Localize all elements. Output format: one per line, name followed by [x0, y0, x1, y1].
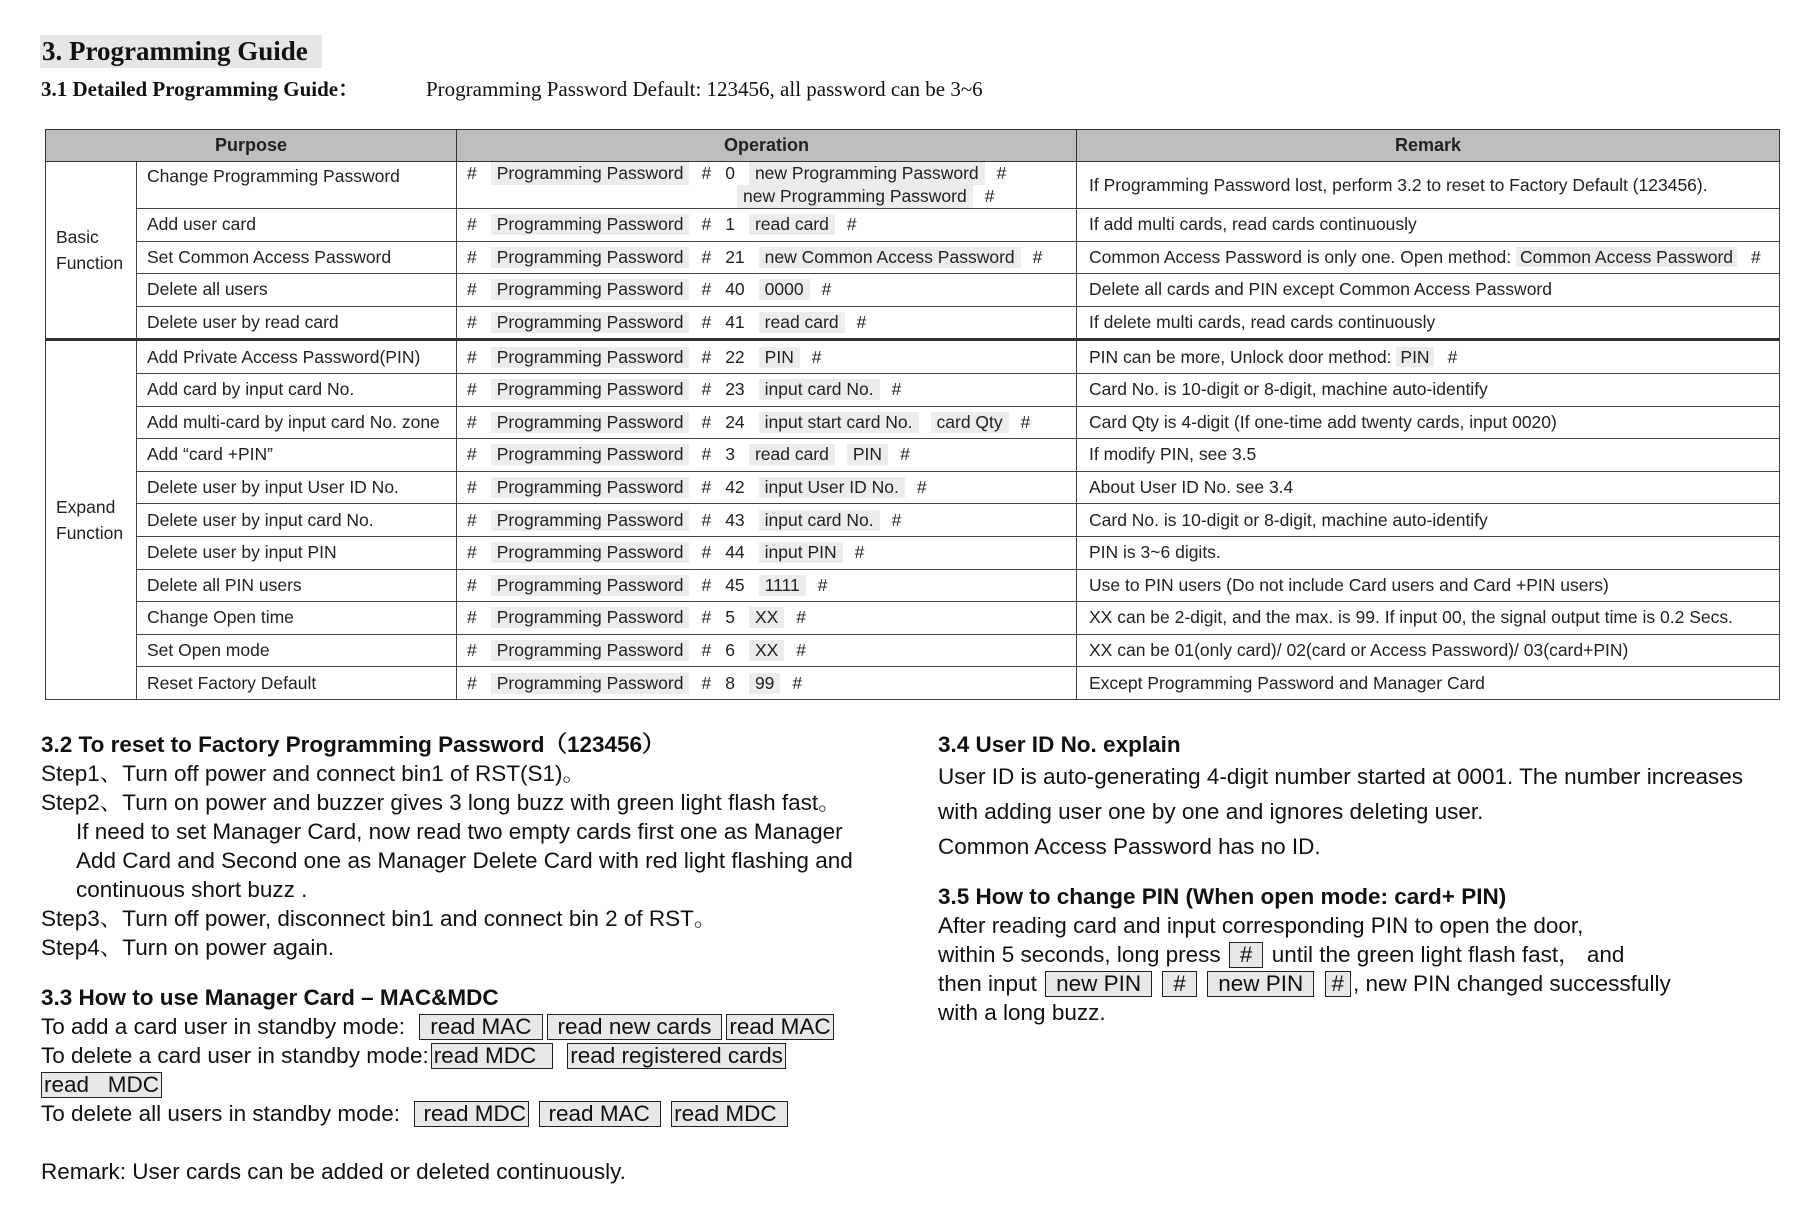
operation-token: 0000 [759, 279, 810, 300]
remark-cell [1077, 241, 1780, 274]
operation-token: 0 [725, 163, 735, 183]
table-row [46, 209, 1780, 242]
hash-key: # [854, 542, 865, 563]
hash-key: # [701, 312, 712, 333]
hash-key: # [796, 607, 807, 628]
add-user-label: To add a card user in standby mode: [41, 1014, 405, 1039]
remark-text: XX can be 01(only card)/ 02(card or Access Password)/ 03(card+PIN) [1089, 640, 1629, 661]
key-new-pin: new PIN [1045, 971, 1152, 997]
key-read-mdc-4: read MDC [671, 1101, 788, 1127]
table-row [46, 406, 1780, 439]
operation-token: new Common Access Password [759, 247, 1021, 268]
operation-token: Programming Password [491, 575, 690, 596]
hash-key: # [467, 444, 477, 465]
table-row [46, 602, 1780, 635]
hash-key: # [467, 542, 477, 563]
operation-line-2 [737, 185, 1066, 208]
hash-key: # [1020, 411, 1031, 432]
key-hash-2: # [1162, 971, 1197, 997]
hash-key: # [467, 279, 477, 300]
password-note: Programming Password Default: 123456, all password can be 3~6 [426, 77, 983, 101]
operation-cell [457, 274, 1077, 307]
delete-all-label: To delete all users in standby mode: [41, 1101, 400, 1126]
remark-cell [1077, 602, 1780, 635]
operation-token: 1 [725, 214, 735, 235]
hash-key: # [796, 640, 807, 661]
section-3-4 [938, 730, 1743, 864]
key-read-mdc-2: read MDC [41, 1072, 162, 1098]
table-row [46, 306, 1780, 340]
table-row [46, 162, 1780, 209]
purpose-cell: Add multi-card by input card No. zone [137, 406, 457, 439]
section-3-5 [938, 882, 1671, 1027]
operation-token: 6 [725, 640, 735, 661]
hash-key: # [891, 509, 902, 530]
hash-key: # [467, 607, 477, 628]
key-new-pin-2: new PIN [1207, 971, 1314, 997]
operation-token: 21 [725, 246, 745, 267]
key-hash: # [1229, 942, 1264, 968]
remark-text: About User ID No. see 3.4 [1089, 477, 1294, 498]
change-pin-line-1: After reading card and input corresponding PIN to open the door, [938, 913, 1584, 938]
key-read-mdc-3: read MDC [414, 1101, 529, 1127]
operation-token: Programming Password [491, 510, 690, 531]
remark-text: If add multi cards, read cards continuously [1089, 214, 1417, 235]
operation-token: read card [759, 312, 845, 333]
operation-token: 44 [725, 542, 745, 563]
remark-text: Except Programming Password and Manager Card [1089, 672, 1485, 693]
delete-all-line [41, 1099, 836, 1128]
table-row [46, 504, 1780, 537]
operation-cell [457, 406, 1077, 439]
hash-key: # [701, 411, 712, 432]
step-2-detail-2: Add Card and Second one as Manager Delete Card with red light flashing and [76, 848, 853, 873]
hash-key: # [891, 379, 902, 400]
key-read-mac-2: read MAC [726, 1014, 833, 1040]
operation-token: input start card No. [759, 412, 919, 433]
operation-token: 22 [725, 346, 745, 367]
purpose-cell: Delete user by input PIN [137, 536, 457, 569]
table-row [46, 241, 1780, 274]
hash-key: # [821, 279, 832, 300]
operation-token: input User ID No. [759, 477, 905, 498]
hash-key: # [811, 346, 822, 367]
operation-cell [457, 569, 1077, 602]
purpose-cell: Delete user by input card No. [137, 504, 457, 537]
add-user-line [41, 1012, 836, 1041]
purpose-cell: Add Private Access Password(PIN) [137, 340, 457, 374]
operation-token: input card No. [759, 510, 880, 531]
hash-key: # [817, 574, 828, 595]
operation-token: Programming Password [491, 312, 690, 333]
delete-user-line-2 [41, 1070, 836, 1099]
remark-cell [1077, 504, 1780, 537]
operation-token: 24 [725, 411, 745, 432]
operation-token: XX [749, 607, 784, 628]
hash-key: # [701, 574, 712, 595]
operation-token: 23 [725, 379, 745, 400]
remark-cell [1077, 162, 1780, 209]
hash-key: # [467, 640, 477, 661]
hash-key: # [467, 411, 477, 432]
hash-key: # [467, 346, 477, 367]
operation-cell [457, 536, 1077, 569]
remark-cell [1077, 274, 1780, 307]
operation-cell [457, 373, 1077, 406]
hash-key: # [701, 346, 712, 367]
hash-key: # [701, 477, 712, 498]
step-2: Step2、Turn on power and buzzer gives 3 long buzz with green light flash fast。 [41, 790, 841, 815]
change-pin-text-3a: then input [938, 971, 1037, 996]
change-pin-text-2b: until the green light flash fast， and [1271, 942, 1625, 967]
change-pin-line-4: with a long buzz. [938, 1000, 1106, 1025]
remark-cell [1077, 667, 1780, 700]
operation-token: Programming Password [491, 412, 690, 433]
remark-cell [1077, 439, 1780, 472]
header-remark: Remark [1077, 130, 1780, 162]
operation-token: PIN [847, 444, 888, 465]
purpose-cell: Add “card +PIN” [137, 439, 457, 472]
table-row [46, 667, 1780, 700]
remark-cell [1077, 340, 1780, 374]
group-label: Basic Function [46, 162, 137, 340]
operation-cell [457, 504, 1077, 537]
section-3-3-title: 3.3 How to use Manager Card – MAC&MDC [41, 985, 499, 1010]
table-row [46, 274, 1780, 307]
operation-token: Programming Password [491, 162, 690, 185]
section-3-2-title: 3.2 To reset to Factory Programming Password（123456） [41, 732, 665, 757]
user-id-line-1: User ID is auto-generating 4-digit number started at 0001. The number increases [938, 764, 1744, 789]
operation-token: 8 [725, 672, 735, 693]
operation-token: Programming Password [491, 542, 690, 563]
hash-key: # [701, 640, 712, 661]
subsection-heading: 3.1 Detailed Programming Guide： [41, 77, 360, 101]
operation-cell [457, 602, 1077, 635]
operation-cell [457, 209, 1077, 242]
table-row [46, 439, 1780, 472]
operation-cell [457, 306, 1077, 340]
operation-cell [457, 241, 1077, 274]
purpose-cell: Set Common Access Password [137, 241, 457, 274]
remark-text: If modify PIN, see 3.5 [1089, 444, 1257, 465]
remark-text: If delete multi cards, read cards continuously [1089, 312, 1436, 333]
purpose-cell: Delete user by read card [137, 306, 457, 340]
hash-key: # [467, 214, 477, 235]
user-id-line-2: with adding user one by one and ignores deleting user. [938, 799, 1484, 824]
key-read-mdc: read MDC [431, 1043, 554, 1069]
purpose-cell: Reset Factory Default [137, 667, 457, 700]
table-row [46, 340, 1780, 374]
operation-token: card Qty [931, 412, 1009, 433]
remark-cell [1077, 406, 1780, 439]
purpose-cell: Delete all users [137, 274, 457, 307]
remark-cell [1077, 306, 1780, 340]
operation-token: 45 [725, 574, 745, 595]
remark-cell [1077, 373, 1780, 406]
operation-token: read card [749, 214, 835, 235]
delete-user-line [41, 1041, 836, 1070]
operation-token: 42 [725, 477, 745, 498]
operation-cell [457, 162, 1077, 209]
purpose-cell: Set Open mode [137, 634, 457, 667]
hash-key: # [1447, 346, 1458, 367]
header-purpose: Purpose [46, 130, 457, 162]
remark-text: Common Access Password is only one. Open method: [1089, 246, 1512, 267]
hash-key: # [701, 542, 712, 563]
hash-key: # [467, 574, 477, 595]
operation-token: Programming Password [491, 279, 690, 300]
operation-token: Programming Password [491, 347, 690, 368]
hash-key: # [900, 444, 910, 465]
hash-key: # [467, 312, 477, 333]
key-read-mac: read MAC [419, 1014, 542, 1040]
manager-card-remark: Remark: User cards can be added or deleted continuously. [41, 1159, 626, 1184]
operation-cell [457, 667, 1077, 700]
delete-user-label: To delete a card user in standby mode: [41, 1043, 429, 1068]
section-3-5-title: 3.5 How to change PIN (When open mode: card+ PIN) [938, 884, 1507, 909]
subsection-title [41, 74, 983, 104]
operation-token: Programming Password [491, 640, 690, 661]
key-read-registered-cards: read registered cards [567, 1043, 786, 1069]
hash-key: # [467, 246, 477, 267]
operation-token: 1111 [759, 575, 806, 596]
operation-token: 99 [749, 673, 780, 694]
hash-key: # [996, 163, 1007, 183]
hash-key: # [467, 477, 477, 498]
hash-key: # [984, 186, 995, 206]
remark-cell [1077, 471, 1780, 504]
hash-key: # [467, 163, 477, 183]
section-3-4-title: 3.4 User ID No. explain [938, 732, 1181, 757]
hash-key: # [701, 379, 712, 400]
operation-token: read card [749, 444, 835, 465]
step-2-detail-3: continuous short buzz . [76, 877, 308, 902]
remark-text: PIN can be more, Unlock door method: [1089, 346, 1392, 367]
hash-key: # [792, 672, 803, 693]
operation-token: 41 [725, 312, 745, 333]
remark-text: If Programming Password lost, perform 3.2 to reset to Factory Default (123456). [1089, 174, 1708, 195]
change-pin-line-3 [938, 969, 1671, 998]
purpose-cell: Delete user by input User ID No. [137, 471, 457, 504]
table-row [46, 634, 1780, 667]
hash-key: # [467, 509, 477, 530]
operation-token: 3 [725, 444, 735, 465]
purpose-cell: Delete all PIN users [137, 569, 457, 602]
operation-cell [457, 439, 1077, 472]
hash-key: # [701, 246, 712, 267]
group-label: Expand Function [46, 340, 137, 700]
operation-token: input PIN [759, 542, 843, 563]
operation-token: Programming Password [491, 607, 690, 628]
operation-token: Programming Password [491, 379, 690, 400]
key-hash-3: # [1325, 971, 1352, 997]
operation-token: XX [749, 640, 784, 661]
table-row [46, 471, 1780, 504]
operation-token: Programming Password [491, 214, 690, 235]
operation-token: 40 [725, 279, 745, 300]
step-4: Step4、Turn on power again. [41, 935, 335, 960]
table-header-row [46, 130, 1780, 162]
programming-table [45, 129, 1780, 700]
hash-key: # [701, 607, 712, 628]
remark-key: PIN [1396, 347, 1433, 367]
remark-text: Card Qty is 4-digit (If one-time add twenty cards, input 0020) [1089, 411, 1557, 432]
header-operation: Operation [457, 130, 1077, 162]
hash-key: # [701, 214, 712, 235]
operation-token: 43 [725, 509, 745, 530]
section-3-2 [41, 730, 853, 962]
hash-key: # [1032, 246, 1043, 267]
purpose-cell: Add card by input card No. [137, 373, 457, 406]
remark-cell [1077, 536, 1780, 569]
hash-key: # [701, 509, 712, 530]
operation-token: new Programming Password [749, 162, 985, 185]
hash-key: # [856, 312, 867, 333]
remark-cell [1077, 209, 1780, 242]
hash-key: # [916, 477, 927, 498]
change-pin-text-3b: , new PIN changed successfully [1353, 971, 1671, 996]
hash-key: # [701, 279, 712, 300]
hash-key: # [846, 214, 857, 235]
purpose-cell: Change Open time [137, 602, 457, 635]
section-title: 3. Programming Guide [40, 35, 322, 68]
section-3-3 [41, 983, 836, 1186]
table-row [46, 536, 1780, 569]
operation-token: new Programming Password [737, 185, 973, 208]
change-pin-text-2a: within 5 seconds, long press [938, 942, 1221, 967]
remark-cell [1077, 569, 1780, 602]
remark-text: Use to PIN users (Do not include Card users and Card +PIN users) [1089, 574, 1609, 595]
remark-cell [1077, 634, 1780, 667]
operation-token: PIN [759, 347, 800, 368]
remark-key: Common Access Password [1516, 247, 1737, 267]
operation-token: Programming Password [491, 477, 690, 498]
purpose-cell: Add user card [137, 209, 457, 242]
remark-text: Delete all cards and PIN except Common Access Password [1089, 279, 1552, 300]
operation-token: Programming Password [491, 444, 690, 465]
key-read-mac-3: read MAC [539, 1101, 661, 1127]
hash-key: # [701, 444, 712, 465]
step-3: Step3、Turn off power, disconnect bin1 and connect bin 2 of RST。 [41, 906, 717, 931]
change-pin-line-2 [938, 940, 1671, 969]
remark-text: PIN is 3~6 digits. [1089, 542, 1221, 563]
operation-token: 5 [725, 607, 735, 628]
operation-cell [457, 340, 1077, 374]
user-id-line-3: Common Access Password has no ID. [938, 834, 1321, 859]
step-2-detail-1: If need to set Manager Card, now read two empty cards first one as Manager [76, 819, 843, 844]
key-read-new-cards: read new cards [547, 1014, 723, 1040]
table-row [46, 373, 1780, 406]
hash-key: # [1751, 246, 1761, 267]
table-row [46, 569, 1780, 602]
operation-token: input card No. [759, 379, 880, 400]
remark-text: Card No. is 10-digit or 8-digit, machine auto-identify [1089, 379, 1488, 400]
operation-cell [457, 471, 1077, 504]
hash-key: # [467, 672, 477, 693]
remark-text: XX can be 2-digit, and the max. is 99. If input 00, the signal output time is 0.2 Secs. [1089, 607, 1733, 628]
hash-key: # [701, 672, 712, 693]
purpose-cell: Change Programming Password [137, 162, 457, 209]
remark-text: Card No. is 10-digit or 8-digit, machine auto-identify [1089, 509, 1488, 530]
operation-cell [457, 634, 1077, 667]
hash-key: # [467, 379, 477, 400]
step-1: Step1、Turn off power and connect bin1 of RST(S1)。 [41, 761, 586, 786]
hash-key: # [701, 163, 712, 183]
operation-token: Programming Password [491, 673, 690, 694]
operation-token: Programming Password [491, 247, 690, 268]
